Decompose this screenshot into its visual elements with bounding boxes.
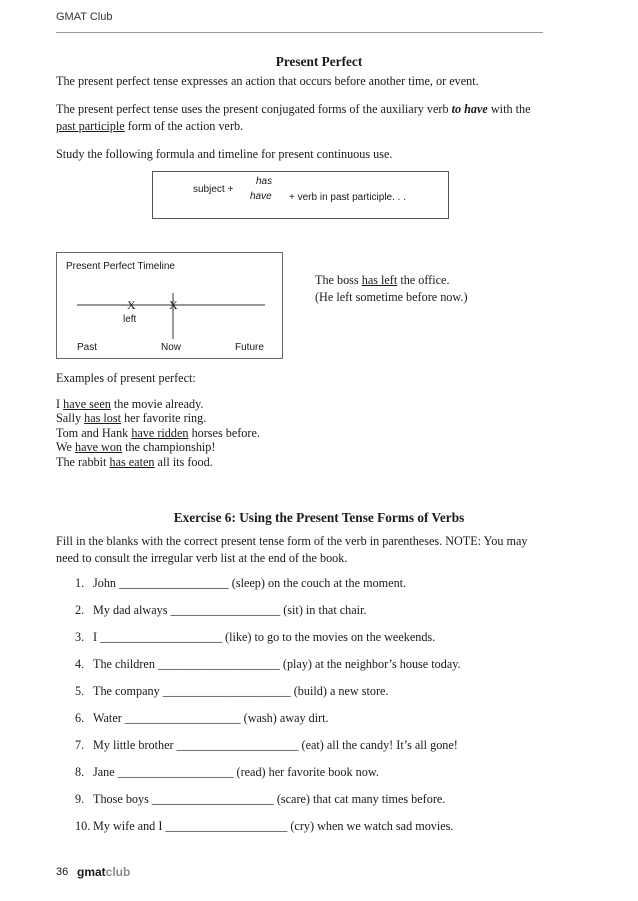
timeline-mark-now: X xyxy=(169,298,178,312)
formula-verb-part: + verb in past participle. . . xyxy=(289,192,407,203)
exercise-item: 6. Water ___________________ (wash) away dirt. xyxy=(75,711,329,725)
header-label: GMAT Club xyxy=(56,11,113,23)
timeline-example-line-2: (He left sometime before now.) xyxy=(315,290,468,304)
exercise-instructions-2: need to consult the irregular verb list at the end of the book. xyxy=(56,551,348,565)
example-line: We have won the championship! xyxy=(56,440,216,454)
exercise-item: 10. My wife and I ____________________ (cry) when we watch sad movies. xyxy=(75,819,454,833)
intro-paragraph-1: The present perfect tense expresses an action that occurs before another time, or event. xyxy=(56,74,479,88)
exercise-item: 8. Jane ___________________ (read) her favorite book now. xyxy=(75,765,379,779)
exercise-item: 1. John __________________ (sleep) on the couch at the moment. xyxy=(75,576,407,590)
formula-has: has xyxy=(256,176,273,187)
timeline-past-label: Past xyxy=(77,342,98,353)
example-line: Sally has lost her favorite ring. xyxy=(56,411,207,425)
timeline-left-label: left xyxy=(123,314,137,325)
exercise-item: 9. Those boys ____________________ (scare) that cat many times before. xyxy=(75,792,446,806)
timeline-box xyxy=(56,252,283,359)
examples-heading: Examples of present perfect: xyxy=(56,371,196,385)
timeline-mark-left: X xyxy=(127,298,136,312)
intro-paragraph-2-cont: past participle form of the action verb. xyxy=(56,119,244,133)
exercise-item: 2. My dad always __________________ (sit) in that chair. xyxy=(75,603,367,617)
timeline-title: Present Perfect Timeline xyxy=(66,261,175,272)
formula-box xyxy=(152,171,449,219)
intro-paragraph-3: Study the following formula and timeline for present continuous use. xyxy=(56,147,393,161)
exercise-item: 5. The company _____________________ (build) a new store. xyxy=(75,684,389,698)
exercise-title: Exercise 6: Using the Present Tense Forms of Verbs xyxy=(173,510,465,525)
example-line: The rabbit has eaten all its food. xyxy=(56,455,213,469)
gmatclub-logo: gmatclub xyxy=(77,865,131,879)
page-number: 36 xyxy=(56,866,69,878)
to-have-emphasis: to have xyxy=(451,102,488,116)
exercise-item: 4. The children ____________________ (play) at the neighbor’s house today. xyxy=(75,657,461,671)
timeline-now-label: Now xyxy=(161,342,182,353)
formula-have: have xyxy=(250,191,272,202)
intro-paragraph-2: The present perfect tense uses the present conjugated forms of the auxiliary verb to have with the xyxy=(56,102,531,116)
has-left-verb: has left xyxy=(361,273,398,287)
past-participle-term: past participle xyxy=(56,119,125,133)
header-rule xyxy=(56,32,543,33)
exercise-item: 3. I ____________________ (like) to go to the movies on the weekends. xyxy=(75,630,436,644)
example-line: I have seen the movie already. xyxy=(56,397,204,411)
timeline-future-label: Future xyxy=(235,342,264,353)
example-line: Tom and Hank have ridden horses before. xyxy=(56,426,260,440)
page-title: Present Perfect xyxy=(275,54,363,69)
exercise-item: 7. My little brother ____________________ (eat) all the candy! It’s all gone! xyxy=(75,738,458,752)
exercise-instructions-1: Fill in the blanks with the correct present tense form of the verb in parentheses. NOTE: You may xyxy=(56,534,528,548)
timeline-example-line-1: The boss has left the office. xyxy=(315,273,450,287)
formula-subject: subject + xyxy=(193,184,234,195)
